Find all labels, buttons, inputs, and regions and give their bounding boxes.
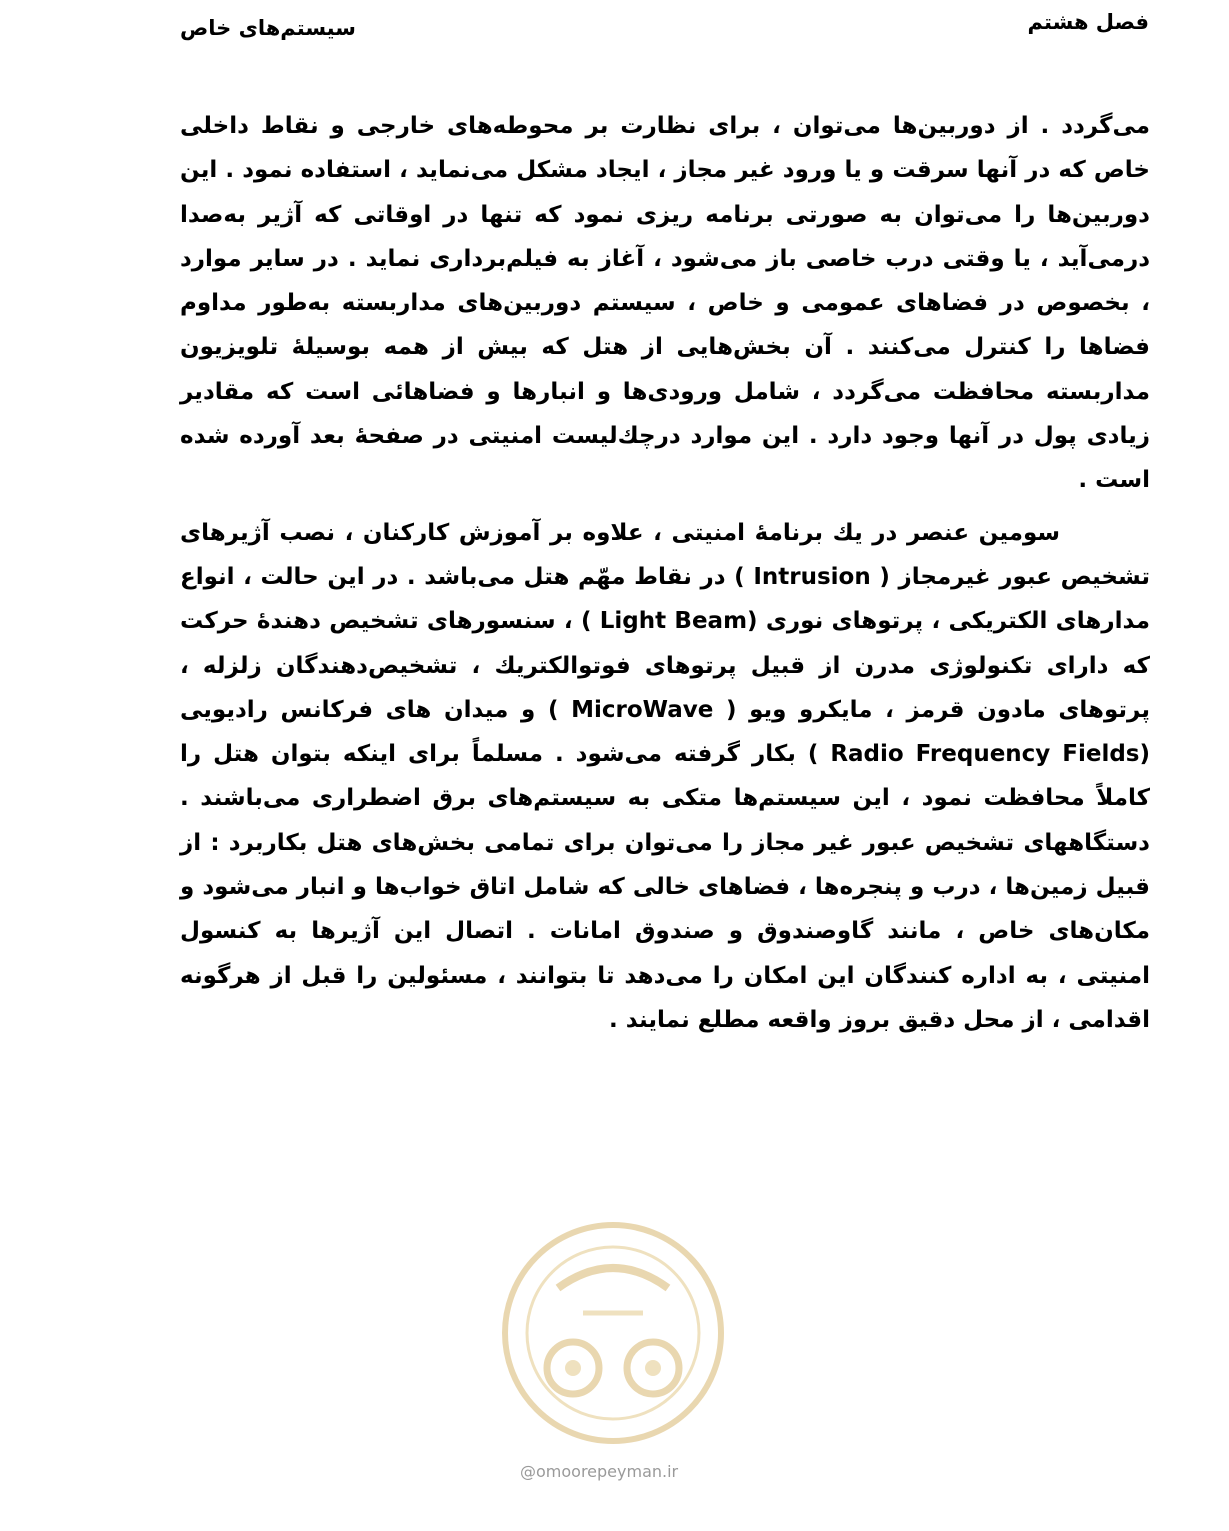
paragraph: سومین عنصر در یك برنامهٔ امنیتی ، علاوه بر آموزش کارکنان ، نصب آژیرهای تشخیص عبور غیرمجاز ( Intrusion ) در نقاط مهّم هتل می‌باشد . در این حالت ، انواع مدارهای الکتریکی ، پرتوهای نوری (Light Beam ) ، سنسورهای تشخیص دهندهٔ حرکت که دارای تکنولوژی مدرن از قبیل پرتوهای فوتوالکتریك ، تشخیص‌دهندگان زلزله ، پرتوهای مادون قرمز ، مایکرو ویو ( MicroWave ) و میدان های فرکانس رادیویی (Radio Frequency Fields ) بکار گرفته می‌شود . مسلماً برای اینکه بتوان هتل را کاملاً محافظت نمود ، این سیستم‌ها متکی به سیستم‌های برق اضطراری می‌باشند . دستگاههای تشخیص عبور غیر مجاز را می‌توان برای تمامی بخش‌های هتل بکاربرد : از قبیل زمین‌ها ، درب و پنجره‌ها ، فضاهای خالی که شامل اتاق خواب‌ها و انبار می‌شود و مکان‌های خاص ، مانند گاوصندوق و صندوق امانات . اتصال این آژیرها به کنسول امنیتی ، به اداره کنندگان این امکان را می‌دهد تا بتوانند ، مسئولین را قبل از هرگونه اقدامی ، از محل دقیق بروز واقعه مطلع نمایند . <box>180 519 1150 1033</box>
body-text <box>180 104 1150 1042</box>
section-title: سیستم‌های خاص <box>180 16 356 40</box>
paragraph: می‌گردد . از دوربین‌ها می‌توان ، برای نظارت بر محوطه‌های خارجی و نقاط داخلی خاص که در آنها سرقت و یا ورود غیر مجاز ، ایجاد مشکل می‌نماید ، استفاده نمود . این دوربین‌ها را می‌توان به صورتی برنامه ریزی نمود که تنها در اوقاتی که آژیر به‌صدا درمی‌آید ، یا وقتی درب خاصی باز می‌شود ، آغاز به فیلم‌برداری نماید . در سایر موارد ، بخصوص در فضاهای عمومی و خاص ، سیستم دوربین‌های مداربسته به‌طور مداوم فضاها را کنترل می‌کنند . آن بخش‌هایی از هتل که بیش از همه بوسیلهٔ تلویزیون مداربسته محافظت می‌گردد ، شامل ورودی‌ها و انبارها و فضاهائی است که مقادیر زیادی پول در آنها وجود دارد . این موارد درچك‌لیست امنیتی در صفحهٔ بعد آورده شده است . <box>180 113 1150 494</box>
publisher-logo-watermark <box>498 1218 728 1448</box>
watermark-caption: @omoorepeyman.ir <box>520 1462 679 1481</box>
running-head <box>0 10 1229 50</box>
chapter-title: فصل هشتم <box>1027 10 1149 34</box>
